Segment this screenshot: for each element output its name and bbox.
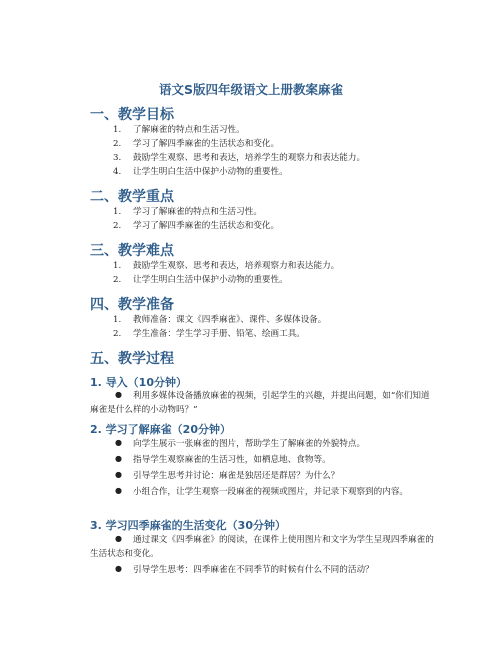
bullet-dot: ● (115, 470, 122, 479)
item-text: 让学生明白生活中保护小动物的重要性。 (133, 275, 288, 285)
section-heading-objectives: 一、教学目标 (90, 107, 174, 123)
bullet-dot: ● (115, 534, 122, 543)
item-text: 学习了解四季麻雀的生活状态和变化。 (133, 139, 280, 149)
item-number: 1. (113, 261, 122, 271)
item-number: 1. (113, 125, 122, 135)
subsection-heading-seasons: 3. 学习四季麻雀的生活变化（30分钟） (90, 519, 286, 532)
item-text: 鼓励学生观察、思考和表达，培养学生的观察力和表达能力。 (133, 153, 366, 163)
bullet-dot: ● (115, 438, 122, 447)
section-heading-difficulties: 三、教学难点 (90, 243, 174, 259)
item-number: 2. (113, 139, 122, 149)
item-number: 2. (113, 221, 122, 231)
item-number: 2. (113, 275, 122, 285)
item-text: 学习了解四季麻雀的生活状态和变化。 (133, 221, 280, 231)
item-text: 学习了解麻雀的特点和生活习性。 (133, 207, 262, 217)
item-text: 教师准备：课文《四季麻雀》、课件、多媒体设备。 (133, 315, 327, 325)
item-number: 4. (113, 167, 122, 177)
item-text: 了解麻雀的特点和生活习性。 (133, 125, 245, 135)
bullet-dot: ● (115, 564, 122, 573)
item-text: 让学生明白生活中保护小动物的重要性。 (133, 167, 288, 177)
section-heading-key-points: 二、教学重点 (90, 189, 174, 205)
bullet-dot: ● (115, 390, 122, 399)
subsection-heading-intro: 1. 导入（10分钟） (90, 376, 187, 389)
item-text: 通过课文《四季麻雀》的阅读，在课件上使用图片和文字为学生呈现四季麻雀的生活状态和变化。 (90, 535, 434, 559)
item-text: 学生准备：学生学习手册、铅笔、绘画工具。 (133, 329, 305, 339)
item-text: 小组合作，让学生观察一段麻雀的视频或图片，并记录下观察到的内容。 (133, 487, 409, 497)
bullet-dot: ● (115, 486, 122, 495)
item-number: 1. (113, 207, 122, 217)
item-number: 1. (113, 315, 122, 325)
item-text: 引导学生思考：四季麻雀在不同季节的时候有什么不同的活动？ (133, 565, 374, 575)
item-text: 向学生展示一张麻雀的图片，帮助学生了解麻雀的外貌特点。 (133, 439, 366, 449)
item-number: 3. (113, 153, 122, 163)
section-heading-process: 五、教学过程 (90, 351, 174, 367)
item-text: 利用多媒体设备播放麻雀的视频，引起学生的兴趣，并提出问题，如“你们知道麻雀是什么样的小动物吗？” (90, 391, 430, 415)
item-text: 鼓励学生观察、思考和表达，培养观察力和表达能力。 (133, 261, 340, 271)
item-text: 指导学生观察麻雀的生活习性，如栖息地、食物等。 (133, 455, 331, 465)
item-text: 引导学生思考并讨论：麻雀是独居还是群居？为什么？ (133, 471, 340, 481)
subsection-heading-learn-sparrow: 2. 学习了解麻雀（20分钟） (90, 423, 231, 436)
bullet-dot: ● (115, 454, 122, 463)
document-title: 语文S版四年级语文上册教案麻雀 (158, 82, 343, 97)
section-heading-preparation: 四、教学准备 (90, 297, 174, 313)
item-number: 2. (113, 329, 122, 339)
